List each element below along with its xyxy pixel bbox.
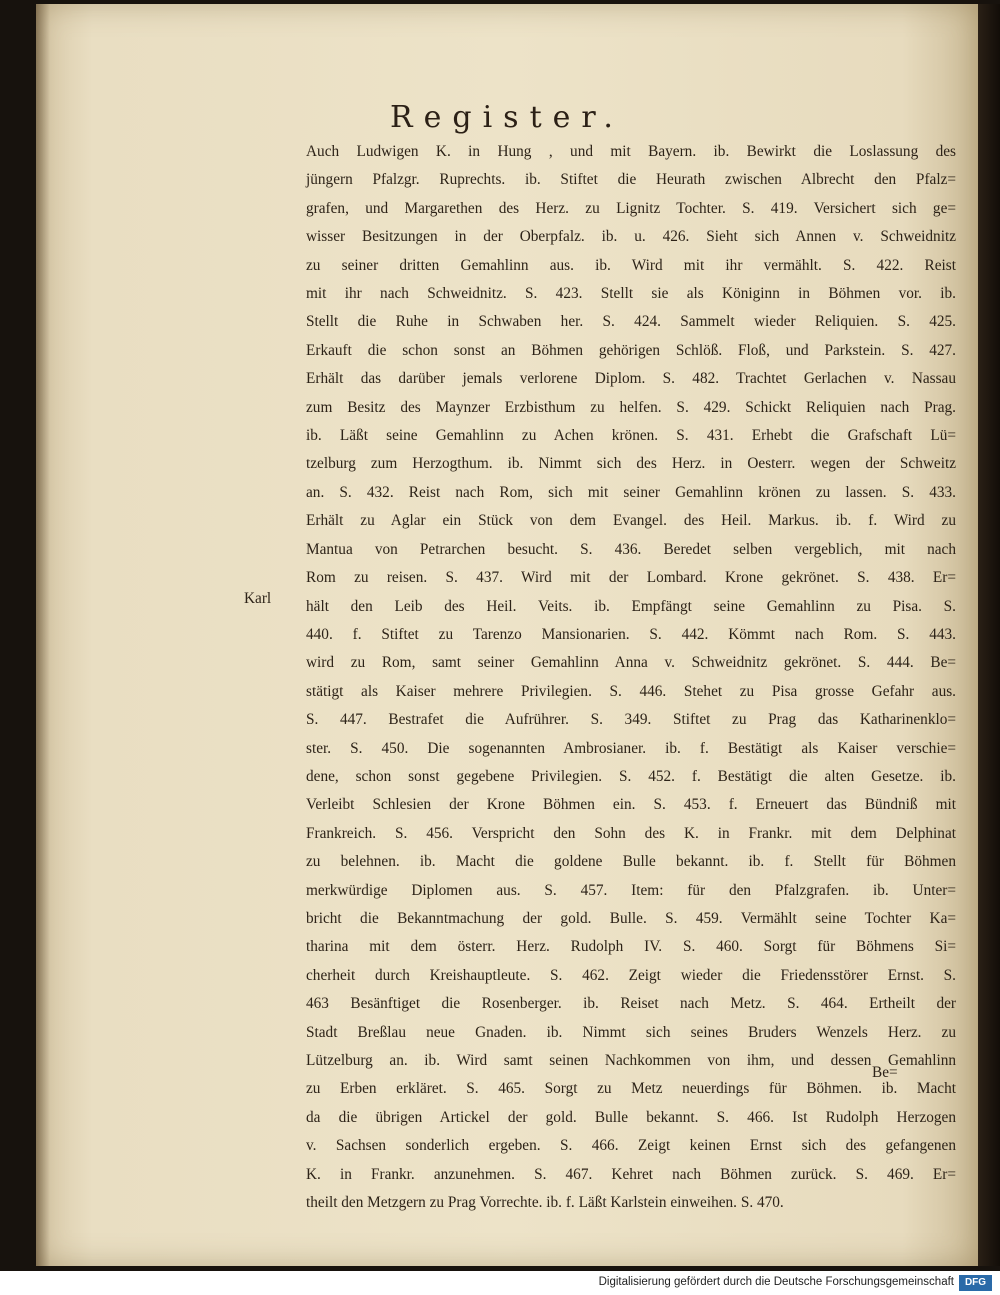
text-line: bricht die Bekanntmachung der gold. Bulle. S. 459. Vermählt seine Tochter Ka= xyxy=(306,909,956,927)
text-line: Verleibt Schlesien der Krone Böhmen ein. S. 453. f. Erneuert das Bündniß mit xyxy=(306,796,956,814)
dfg-logo: DFG xyxy=(959,1275,992,1291)
text-line: Rom zu reisen. S. 437. Wird mit der Lombard. Krone gekrönet. S. 438. Er= xyxy=(306,569,956,587)
text-line: ster. S. 450. Die sogenannten Ambrosianer. ib. f. Bestätigt als Kaiser verschie= xyxy=(306,739,956,757)
text-line: Auch Ludwigen K. in Hung , und mit Bayern. ib. Bewirkt die Loslassung des xyxy=(306,143,956,160)
footer-bar xyxy=(0,1271,1000,1295)
text-line: Mantua von Petrarchen besucht. S. 436. Beredet selben vergeblich, mit nach xyxy=(306,540,956,558)
margin-word: Karl xyxy=(244,590,272,607)
text-line: Erhält zu Aglar ein Stück von dem Evangel. des Heil. Markus. ib. f. Wird zu xyxy=(306,512,956,530)
text-line: zu seiner dritten Gemahlinn aus. ib. Wird mit ihr vermählt. S. 422. Reist xyxy=(306,256,956,274)
text-line: Frankreich. S. 456. Verspricht den Sohn des K. in Frankr. mit dem Delphinat xyxy=(306,824,956,842)
text-line: an. S. 432. Reist nach Rom, sich mit seiner Gemahlinn krönen zu lassen. S. 433. xyxy=(306,483,956,501)
text-line: zum Besitz des Maynzer Erzbisthum zu helfen. S. 429. Schickt Reliquien nach Prag. xyxy=(306,398,956,416)
text-line: Lützelburg an. ib. Wird samt seinen Nachkommen von ihm, und dessen Gemahlinn xyxy=(306,1052,956,1069)
text-line: wird zu Rom, samt seiner Gemahlinn Anna v. Schweidnitz gekrönet. S. 444. Be= xyxy=(306,654,956,672)
text-line: grafen, und Margarethen des Herz. zu Lignitz Tochter. S. 419. Versichert sich ge= xyxy=(306,199,956,217)
text-line: Stellt die Ruhe in Schwaben her. S. 424. Sammelt wieder Reliquien. S. 425. xyxy=(306,313,956,331)
text-line: theilt den Metzgern zu Prag Vorrechte. ib. f. Läßt Karlstein einweihen. S. 470. xyxy=(306,1194,784,1212)
text-line: tharina mit dem österr. Herz. Rudolph IV. S. 460. Sorgt für Böhmens Si= xyxy=(306,938,956,956)
text-line: Stadt Breßlau neue Gnaden. ib. Nimmt sich seines Bruders Wenzels Herz. zu xyxy=(306,1023,956,1041)
gutter-shadow xyxy=(36,4,50,1266)
text-line: merkwürdige Diplomen aus. S. 457. Item: für den Pfalzgrafen. ib. Unter= xyxy=(306,881,956,899)
text-line: dene, schon sonst gegebene Privilegien. S. 452. f. Bestätigt die alten Gesetze. ib. xyxy=(306,767,956,785)
text-line: S. 447. Bestrafet die Aufrührer. S. 349. Stiftet zu Prag das Katharinenklo= xyxy=(306,711,956,729)
text-line: 440. f. Stiftet zu Tarenzo Mansionarien. S. 442. Kömmt nach Rom. S. 443. xyxy=(306,625,956,643)
text-line: zu Erben erkläret. S. 465. Sorgt zu Metz neuerdings für Böhmen. ib. Macht xyxy=(306,1080,956,1098)
text-line: mit ihr nach Schweidnitz. S. 423. Stellt sie als Königinn in Böhmen vor. ib. xyxy=(306,285,956,303)
catchword: Be= xyxy=(872,1064,898,1081)
text-line: K. in Frankr. anzunehmen. S. 467. Kehret nach Böhmen zurück. S. 469. Er= xyxy=(306,1165,956,1183)
text-line: zu belehnen. ib. Macht die goldene Bulle bekannt. ib. f. Stellt für Böhmen xyxy=(306,853,956,871)
text-line: jüngern Pfalzgr. Ruprechts. ib. Stiftet die Heurath zwischen Albrecht den Pfalz= xyxy=(306,171,956,189)
text-line: hält den Leib des Heil. Veits. ib. Empfängt seine Gemahlinn zu Pisa. S. xyxy=(306,597,956,615)
text-line: ib. Läßt seine Gemahlinn zu Achen krönen. S. 431. Erhebt die Grafschaft Lü= xyxy=(306,427,956,445)
footer-credit: Digitalisierung gefördert durch die Deutsche Forschungsgemeinschaft xyxy=(598,1276,954,1288)
page-edge xyxy=(978,4,1000,1266)
text-line: v. Sachsen sonderlich ergeben. S. 466. Zeigt keinen Ernst sich des gefangenen xyxy=(306,1137,956,1155)
text-line: stätigt als Kaiser mehrere Privilegien. S. 446. Stehet zu Pisa grosse Gefahr aus. xyxy=(306,682,956,700)
text-line: Erhält das darüber jemals verlorene Diplom. S. 482. Trachtet Gerlachen v. Nassau xyxy=(306,370,956,388)
book-page xyxy=(36,4,978,1266)
text-line: da die übrigen Artickel der gold. Bulle bekannt. S. 466. Ist Rudolph Herzogen xyxy=(306,1108,956,1126)
text-line: cherheit durch Kreishauptleute. S. 462. Zeigt wieder die Friedensstörer Ernst. S. xyxy=(306,966,956,984)
text-line: Erkauft die schon sonst an Böhmen gehörigen Schlöß. Floß, und Parkstein. S. 427. xyxy=(306,341,956,359)
text-line: wisser Besitzungen in der Oberpfalz. ib. u. 426. Sieht sich Annen v. Schweidnitz xyxy=(306,228,956,246)
register-text xyxy=(306,138,956,1217)
text-line: tzelburg zum Herzogthum. ib. Nimmt sich des Herz. in Oesterr. wegen der Schweitz xyxy=(306,455,956,473)
page-header: Register. xyxy=(390,100,624,135)
text-line: 463 Besänftiget die Rosenberger. ib. Reiset nach Metz. S. 464. Ertheilt der xyxy=(306,995,956,1013)
